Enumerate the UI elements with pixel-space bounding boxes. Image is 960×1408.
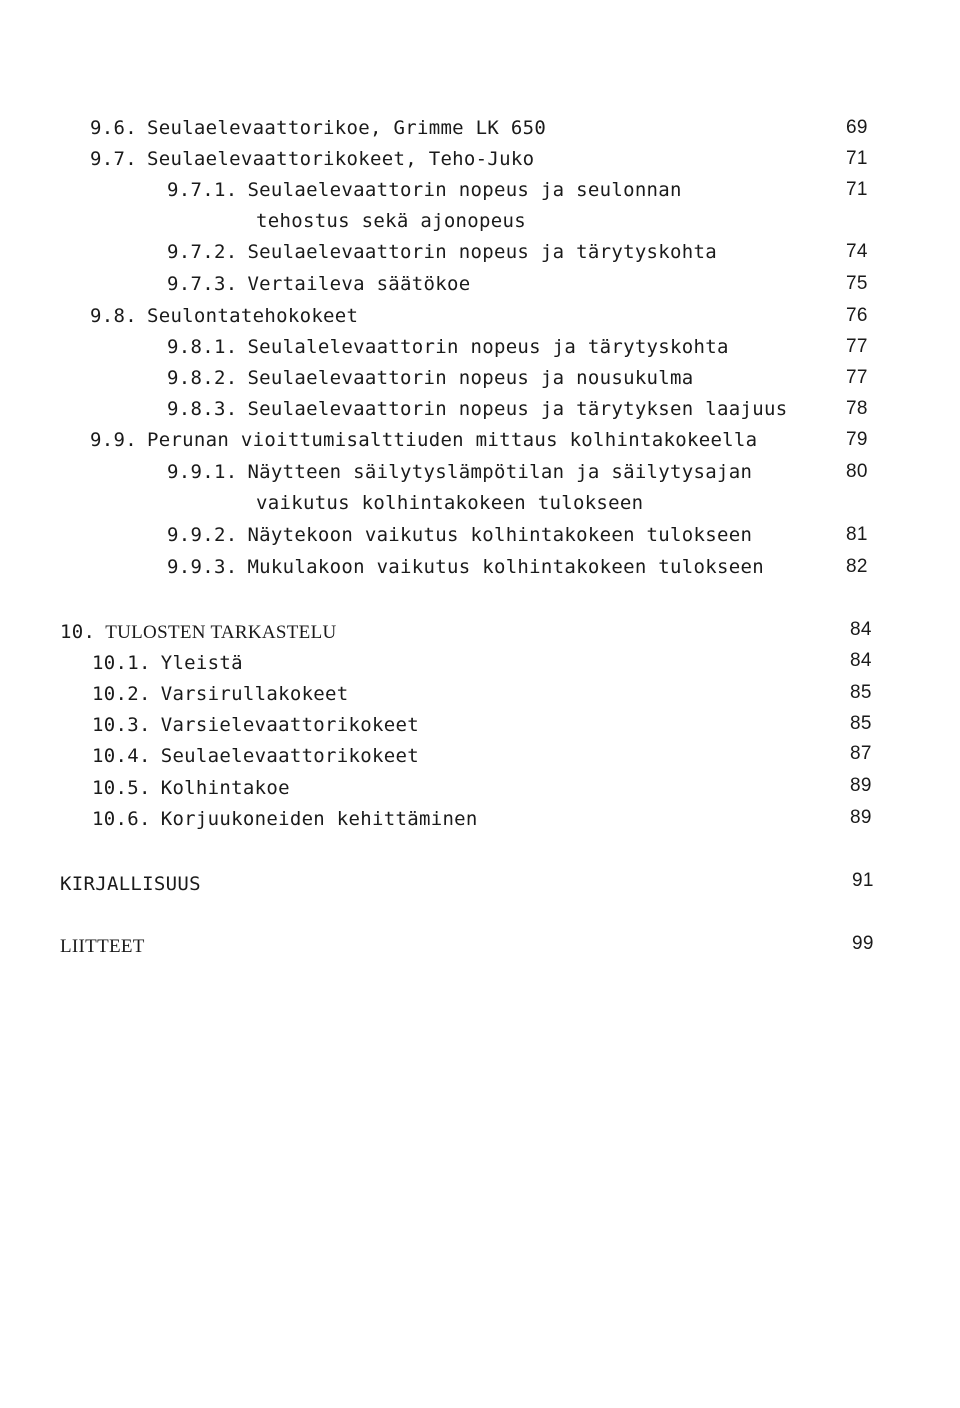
toc-entry-title: Korjuukoneiden kehittäminen: [160, 808, 478, 830]
toc-entry-number: 9.8.2.: [167, 367, 238, 389]
toc-entry-page: 82: [846, 556, 868, 577]
toc-entry-number: 9.8.: [90, 305, 137, 327]
toc-entry: [92, 682, 349, 706]
toc-entry-page: 74: [846, 241, 868, 262]
toc-entry: [167, 555, 764, 579]
toc-entry-appendices: [60, 934, 145, 959]
toc-entry: [167, 240, 717, 264]
toc-entry-number: 10.5.: [92, 777, 151, 799]
toc-entry: [92, 807, 478, 831]
toc-entry: [167, 272, 470, 296]
toc-entry-title: Seulaelevaattorin nopeus ja nousukulma: [247, 367, 694, 389]
toc-entry: [92, 651, 243, 675]
toc-entry-page: 84: [850, 619, 872, 640]
toc-entry-number: 10.6.: [92, 808, 151, 830]
toc-entry-title: Varsielevaattorikokeet: [160, 714, 419, 736]
toc-entry-page: 91: [852, 870, 874, 891]
toc-entry-page: 79: [846, 429, 868, 450]
toc-entry: [60, 620, 337, 645]
toc-entry-page: 89: [850, 775, 872, 796]
toc-entry-page: 77: [846, 336, 868, 357]
toc-entry: [92, 713, 419, 737]
toc-entry-number: 9.6.: [90, 117, 137, 139]
toc-entry-page: 85: [850, 713, 872, 734]
toc-entry-number: 9.8.1.: [167, 336, 238, 358]
toc-entry-number: 9.9.: [90, 429, 137, 451]
toc-entry-title: Seulaelevaattorikokeet, Teho-Juko: [146, 148, 535, 170]
toc-entry-number: 10.1.: [92, 652, 151, 674]
toc-entry-title: TULOSTEN TARKASTELU: [105, 622, 337, 643]
toc-entry-title: Perunan vioittumisalttiuden mittaus kolhintakokeella: [146, 429, 758, 451]
toc-entry-page: 78: [846, 398, 868, 419]
toc-entry-title: Seulontatehokokeet: [146, 305, 359, 327]
toc-entry-page: 85: [850, 682, 872, 703]
toc-entry-title: Näytekoon vaikutus kolhintakokeen tulokseen: [247, 524, 753, 546]
toc-entry-continuation: [256, 491, 643, 515]
toc-entry-number: 9.7.3.: [167, 273, 238, 295]
toc-entry-page: 87: [850, 743, 872, 764]
toc-entry-page: 76: [846, 305, 868, 326]
toc-entry-title: Seulaelevaattorin nopeus ja tärytyksen laajuus: [247, 398, 788, 420]
toc-entry-number: 9.9.3.: [167, 556, 238, 578]
toc-entry-title: Varsirullakokeet: [160, 683, 349, 705]
toc-entry-number: 10.4.: [92, 745, 151, 767]
toc-entry-page: 81: [846, 524, 868, 545]
toc-entry: [92, 744, 419, 768]
toc-entry-number: 9.9.2.: [167, 524, 238, 546]
toc-entry: [167, 397, 787, 421]
toc-entry-page: 84: [850, 650, 872, 671]
toc-entry-title: Näytteen säilytyslämpötilan ja säilytysajan: [247, 461, 753, 483]
toc-entry-number: 9.7.2.: [167, 241, 238, 263]
toc-entry-title: Mukulakoon vaikutus kolhintakokeen tulokseen: [247, 556, 764, 578]
toc-entry: [167, 460, 752, 484]
toc-entry-title: Seulaelevaattorikokeet: [160, 745, 419, 767]
toc-entry-title: LIITTEET: [60, 936, 145, 957]
toc-entry: [90, 116, 546, 140]
toc-entry-page: 89: [850, 807, 872, 828]
toc-entry-references: [60, 872, 201, 896]
toc-entry-page: 71: [846, 179, 868, 200]
toc-entry-title: tehostus sekä ajonopeus: [256, 210, 526, 232]
toc-entry: [167, 178, 682, 202]
toc-entry-continuation: [256, 209, 526, 233]
toc-entry-title: Yleistä: [160, 652, 243, 674]
toc-entry-page: 77: [846, 367, 868, 388]
toc-entry-title: Seulalelevaattorin nopeus ja tärytyskohta: [247, 336, 729, 358]
toc-entry-title: Kolhintakoe: [160, 777, 290, 799]
toc-entry-number: 9.9.1.: [167, 461, 238, 483]
toc-entry-page: 75: [846, 273, 868, 294]
toc-entry-page: 69: [846, 117, 868, 138]
toc-entry-page: 80: [846, 461, 868, 482]
toc-entry-title: Vertaileva säätökoe: [247, 273, 471, 295]
toc-entry: [90, 428, 757, 452]
toc-entry-number: 9.8.3.: [167, 398, 238, 420]
toc-entry-title: KIRJALLISUUS: [60, 873, 201, 895]
toc-entry: [167, 523, 752, 547]
toc-entry-number: 10.: [60, 621, 96, 643]
toc-entry-number: 10.3.: [92, 714, 151, 736]
toc-entry-title: Seulaelevaattorin nopeus ja seulonnan: [247, 179, 682, 201]
toc-entry: [92, 776, 290, 800]
toc-entry-page: 71: [846, 148, 868, 169]
toc-entry: [167, 335, 729, 359]
toc-entry-page: 99: [852, 933, 874, 954]
toc-entry-title: Seulaelevaattorin nopeus ja tärytyskohta: [247, 241, 717, 263]
toc-entry-title: vaikutus kolhintakokeen tulokseen: [256, 492, 644, 514]
toc-entry-number: 9.7.: [90, 148, 137, 170]
toc-entry-number: 10.2.: [92, 683, 151, 705]
toc-entry: [90, 147, 534, 171]
toc-entry-title: Seulaelevaattorikoe, Grimme LK 650: [146, 117, 547, 139]
toc-entry: [90, 304, 358, 328]
toc-entry: [167, 366, 694, 390]
toc-entry-number: 9.7.1.: [167, 179, 238, 201]
